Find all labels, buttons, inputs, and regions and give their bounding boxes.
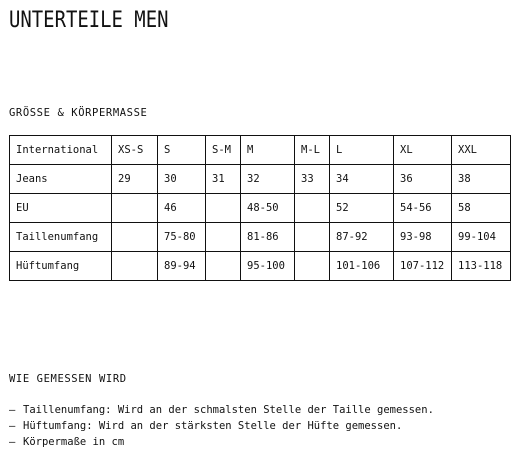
table-cell [295,194,330,223]
table-cell [206,252,241,281]
row-label: EU [10,194,112,223]
header-cell: S-M [206,136,241,165]
table-cell: 81-86 [241,223,295,252]
table-row [10,223,511,252]
table-cell: 30 [158,165,206,194]
table-cell [206,223,241,252]
table-cell: 95-100 [241,252,295,281]
table-row [10,165,511,194]
table-cell: 113-118 [452,252,511,281]
list-item [9,434,434,450]
header-cell: M-L [295,136,330,165]
size-table [9,135,511,281]
note-text: Taillenumfang: Wird an der schmalsten Stelle der Taille gemessen. [23,404,434,416]
table-cell: 48-50 [241,194,295,223]
table-cell: 107-112 [394,252,452,281]
table-cell: 89-94 [158,252,206,281]
table-header-row [10,136,511,165]
dash-bullet: – [9,420,16,432]
table-cell: 34 [330,165,394,194]
row-label: Taillenumfang [10,223,112,252]
table-cell: 58 [452,194,511,223]
table-cell: 33 [295,165,330,194]
list-item [9,402,434,418]
note-text: Hüftumfang: Wird an der stärksten Stelle der Hüfte gemessen. [23,420,403,432]
table-cell [112,194,158,223]
measurement-notes [9,402,434,450]
table-cell: 38 [452,165,511,194]
dash-bullet: – [9,404,16,416]
header-cell: XL [394,136,452,165]
table-cell [295,252,330,281]
page-title: UNTERTEILE MEN [9,8,169,33]
table-cell: 101-106 [330,252,394,281]
header-cell: M [241,136,295,165]
table-cell [206,194,241,223]
table-cell: 46 [158,194,206,223]
table-row [10,252,511,281]
sizes-heading: GRÖSSE & KÖRPERMASSE [9,107,148,119]
row-label: Hüftumfang [10,252,112,281]
note-text: Körpermaße in cm [23,436,125,448]
header-cell: L [330,136,394,165]
header-cell: XXL [452,136,511,165]
table-cell: 36 [394,165,452,194]
table-cell: 29 [112,165,158,194]
table-cell [295,223,330,252]
table-row [10,194,511,223]
table-cell: 54-56 [394,194,452,223]
measure-heading: WIE GEMESSEN WIRD [9,373,127,385]
dash-bullet: – [9,436,16,448]
header-cell: International [10,136,112,165]
table-cell: 87-92 [330,223,394,252]
list-item [9,418,434,434]
header-cell: XS-S [112,136,158,165]
table-cell [112,252,158,281]
row-label: Jeans [10,165,112,194]
table-cell: 52 [330,194,394,223]
table-cell: 75-80 [158,223,206,252]
table-cell [112,223,158,252]
header-cell: S [158,136,206,165]
table-cell: 99-104 [452,223,511,252]
table-cell: 31 [206,165,241,194]
table-cell: 32 [241,165,295,194]
table-cell: 93-98 [394,223,452,252]
